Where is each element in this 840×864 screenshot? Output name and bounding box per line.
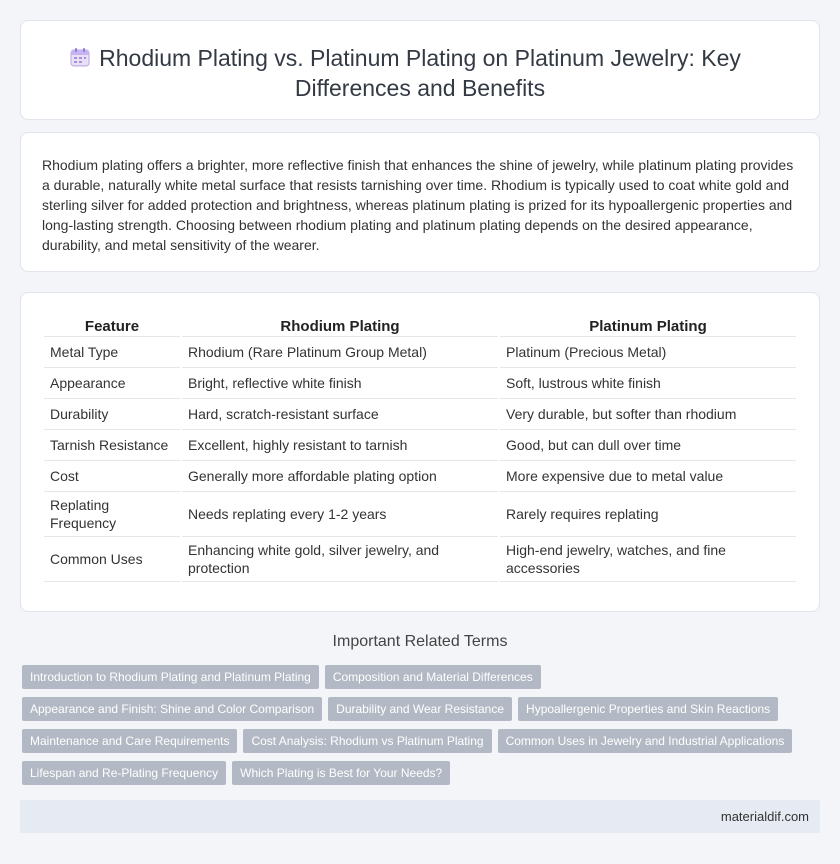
related-term-tag[interactable]: Appearance and Finish: Shine and Color Comparison xyxy=(22,697,322,721)
intro-paragraph: Rhodium plating offers a brighter, more reflective finish that enhances the shine of jewelry, while platinum plating provides a durable, naturally white metal surface that resists tarnishing over time. Rhodium is typically used to coat white gold and sterling silver for added protection and brightness, whereas platinum plating is prized for its hypoallergenic properties and long-lasting strength. Choosing between rhodium plating and platinum plating depends on the desired appearance, durability, and metal sensitivity of the wearer. xyxy=(42,157,794,253)
related-term-tag[interactable]: Introduction to Rhodium Plating and Platinum Plating xyxy=(22,665,319,689)
related-term-tag[interactable]: Maintenance and Care Requirements xyxy=(22,729,237,753)
comparison-table-card xyxy=(20,292,820,612)
comparison-table xyxy=(42,315,798,582)
page-title: Rhodium Plating vs. Platinum Plating on Platinum Jewelry: Key Differences and Benefits xyxy=(99,45,741,101)
related-term-tag[interactable]: Which Plating is Best for Your Needs? xyxy=(232,761,450,785)
feature-cell: Cost xyxy=(44,461,180,492)
table-row xyxy=(44,461,796,492)
related-terms-title: Important Related Terms xyxy=(332,633,508,650)
feature-cell: Common Uses xyxy=(44,537,180,582)
related-terms-list xyxy=(22,665,822,793)
table-row xyxy=(44,368,796,399)
related-term-tag[interactable]: Hypoallergenic Properties and Skin Reactions xyxy=(518,697,778,721)
table-row xyxy=(44,537,796,582)
header-rhodium: Rhodium Plating xyxy=(182,315,498,337)
rhodium-cell: Hard, scratch-resistant surface xyxy=(182,399,498,430)
related-term-tag[interactable]: Durability and Wear Resistance xyxy=(328,697,512,721)
platinum-cell: Good, but can dull over time xyxy=(500,430,796,461)
header-card xyxy=(20,20,820,120)
table-row xyxy=(44,399,796,430)
tag-row xyxy=(22,729,822,753)
table-row xyxy=(44,492,796,537)
related-term-tag[interactable]: Cost Analysis: Rhodium vs Platinum Plating xyxy=(243,729,491,753)
rhodium-cell: Bright, reflective white finish xyxy=(182,368,498,399)
platinum-cell: Very durable, but softer than rhodium xyxy=(500,399,796,430)
table-header-row xyxy=(44,315,796,337)
footer-site-link[interactable]: materialdif.com xyxy=(720,809,809,824)
related-term-tag[interactable]: Lifespan and Re-Plating Frequency xyxy=(22,761,226,785)
platinum-cell: Soft, lustrous white finish xyxy=(500,368,796,399)
rhodium-cell: Rhodium (Rare Platinum Group Metal) xyxy=(182,337,498,368)
header-feature: Feature xyxy=(44,315,180,337)
platinum-cell: More expensive due to metal value xyxy=(500,461,796,492)
rhodium-cell: Needs replating every 1-2 years xyxy=(182,492,498,537)
feature-cell: Replating Frequency xyxy=(44,492,180,537)
table-row xyxy=(44,430,796,461)
intro-card xyxy=(20,132,820,272)
feature-cell: Tarnish Resistance xyxy=(44,430,180,461)
rhodium-cell: Excellent, highly resistant to tarnish xyxy=(182,430,498,461)
related-term-tag[interactable]: Common Uses in Jewelry and Industrial Applications xyxy=(498,729,793,753)
rhodium-cell: Enhancing white gold, silver jewelry, and protection xyxy=(182,537,498,582)
rhodium-cell: Generally more affordable plating option xyxy=(182,461,498,492)
table-row xyxy=(44,337,796,368)
feature-cell: Appearance xyxy=(44,368,180,399)
platinum-cell: High-end jewelry, watches, and fine accessories xyxy=(500,537,796,582)
related-term-tag[interactable]: Composition and Material Differences xyxy=(325,665,541,689)
feature-cell: Metal Type xyxy=(44,337,180,368)
header-platinum: Platinum Plating xyxy=(500,315,796,337)
tag-row xyxy=(22,665,822,689)
tag-row xyxy=(22,697,822,721)
platinum-cell: Platinum (Precious Metal) xyxy=(500,337,796,368)
footer xyxy=(20,800,820,833)
tag-row xyxy=(22,761,822,785)
platinum-cell: Rarely requires replating xyxy=(500,492,796,537)
feature-cell: Durability xyxy=(44,399,180,430)
